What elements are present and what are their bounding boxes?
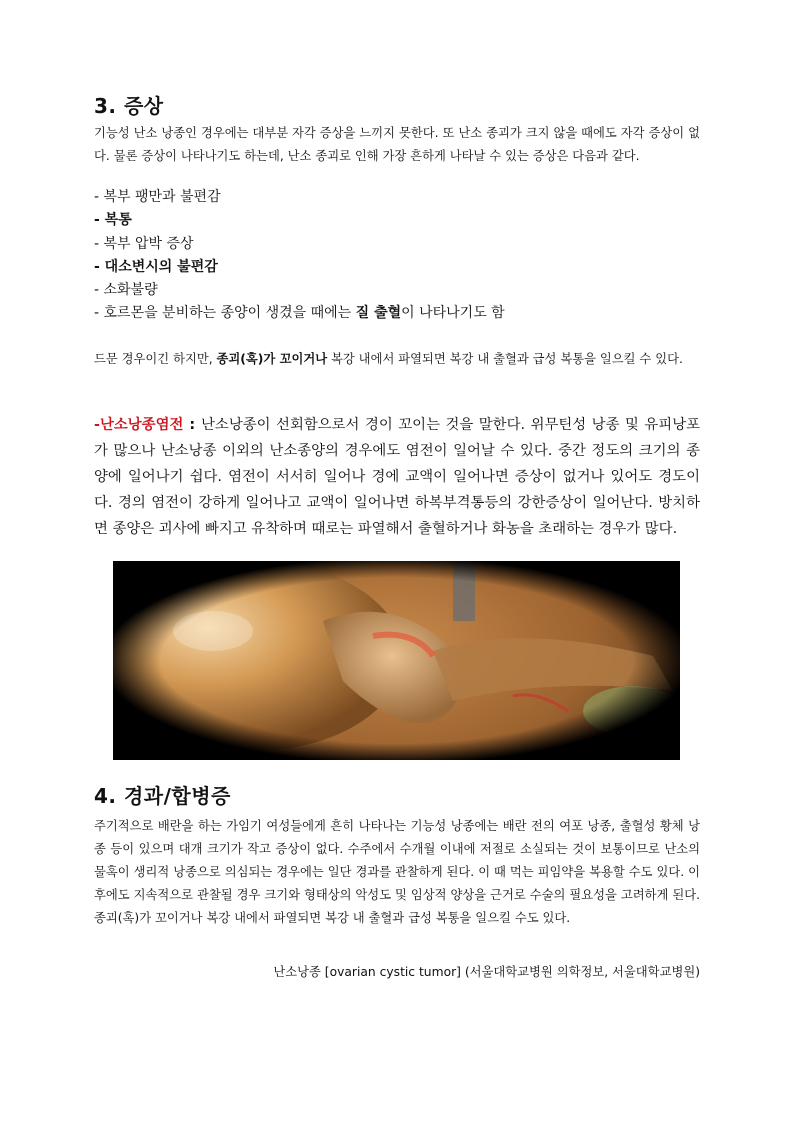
symptom-item: - 대소변시의 불편감 (94, 258, 218, 275)
symptom-text: 이 나타나기도 함 (401, 305, 505, 322)
course-complications-paragraph: 주기적으로 배란을 하는 가임기 여성들에게 흔히 나타나는 기능성 낭종에는 배란 전의 여포 낭종, 출혈성 황체 낭종 등이 있으며 대개 크기가 작고 증상이 없다. 수주에서 수개월 이내에 저절로 소실되는 것이 보통이므로 난소의 물혹이 생리적 낭종으로 의심되는 경우에는 일단 경과를 관찰하게 된다. 이 때 먹는 피임약을 복용할 수도 있다. 이후에도 지속적으로 관찰될 경우 크기와 형태상의 악성도 및 임상적 양상을 근거로 수술의 필요성을 고려하게 된다. 종괴(혹)가 꼬이거나 복강 내에서 파열되면 복강 내 출혈과 급성 복통을 일으킬 수도 있다. (94, 819, 700, 925)
laparoscopic-image (113, 561, 680, 760)
symptom-item: - 복부 팽만과 불편감 (94, 189, 221, 205)
symptom-list (94, 186, 700, 326)
section-4-heading: 4. 경과/합병증 (94, 784, 231, 808)
torsion-text: 난소낭종이 선회함으로서 경이 꼬이는 것을 말한다. 위무틴성 낭종 및 유피낭포가 많으나 난소낭종 이외의 난소종양의 경우에도 염전이 일어날 수 있다. 중간 정도의 크기의 종양에 일어나기 쉽다. 염전이 서서히 일어나 경에 교액이 일어나면 증상이 없거나 있어도 경도이다. 경의 염전이 강하게 일어나고 교액이 일어나면 하복부격통등의 강한증상이 일어난다. 방치하면 종양은 괴사에 빠지고 유착하며 때로는 파열해서 출혈하거나 화농을 초래하는 경우가 많다. (94, 417, 700, 537)
symptoms-intro: 기능성 난소 낭종인 경우에는 대부분 자각 증상을 느끼지 못한다. 또 난소 종괴가 크지 않을 때에도 자각 증상이 없다. 물론 증상이 나타나기도 하는데, 난소 종괴로 인해 가장 흔하게 나타날 수 있는 증상은 다음과 같다. (94, 126, 700, 163)
symptom-emphasis: 질 출혈 (355, 305, 402, 322)
torsion-colon: : (183, 417, 202, 433)
torsion-label: -난소낭종염전 (94, 417, 184, 433)
note-text: 복강 내에서 파열되면 복강 내 출혈과 급성 복통을 일으킬 수 있다. (327, 352, 683, 366)
rare-case-note (94, 348, 700, 371)
source-citation: 난소낭종 [ovarian cystic tumor] (서울대학교병원 의학정보, 서울대학교병원) (273, 965, 700, 979)
note-text: 드문 경우이긴 하지만, (94, 352, 217, 366)
symptom-item: - 소화불량 (94, 282, 158, 299)
note-emphasis: 종괴(혹)가 꼬이거나 (216, 352, 328, 366)
symptom-text: - 호르몬을 분비하는 종양이 생겼을 때에는 (94, 305, 356, 322)
symptom-item: - 복통 (94, 212, 132, 229)
torsion-paragraph (94, 412, 700, 542)
section-3-heading: 3. 증상 (94, 94, 164, 118)
laparoscopic-ovarian-cyst-image-icon (113, 561, 680, 760)
symptom-item (94, 302, 700, 325)
symptom-item: - 복부 압박 증상 (94, 235, 194, 252)
